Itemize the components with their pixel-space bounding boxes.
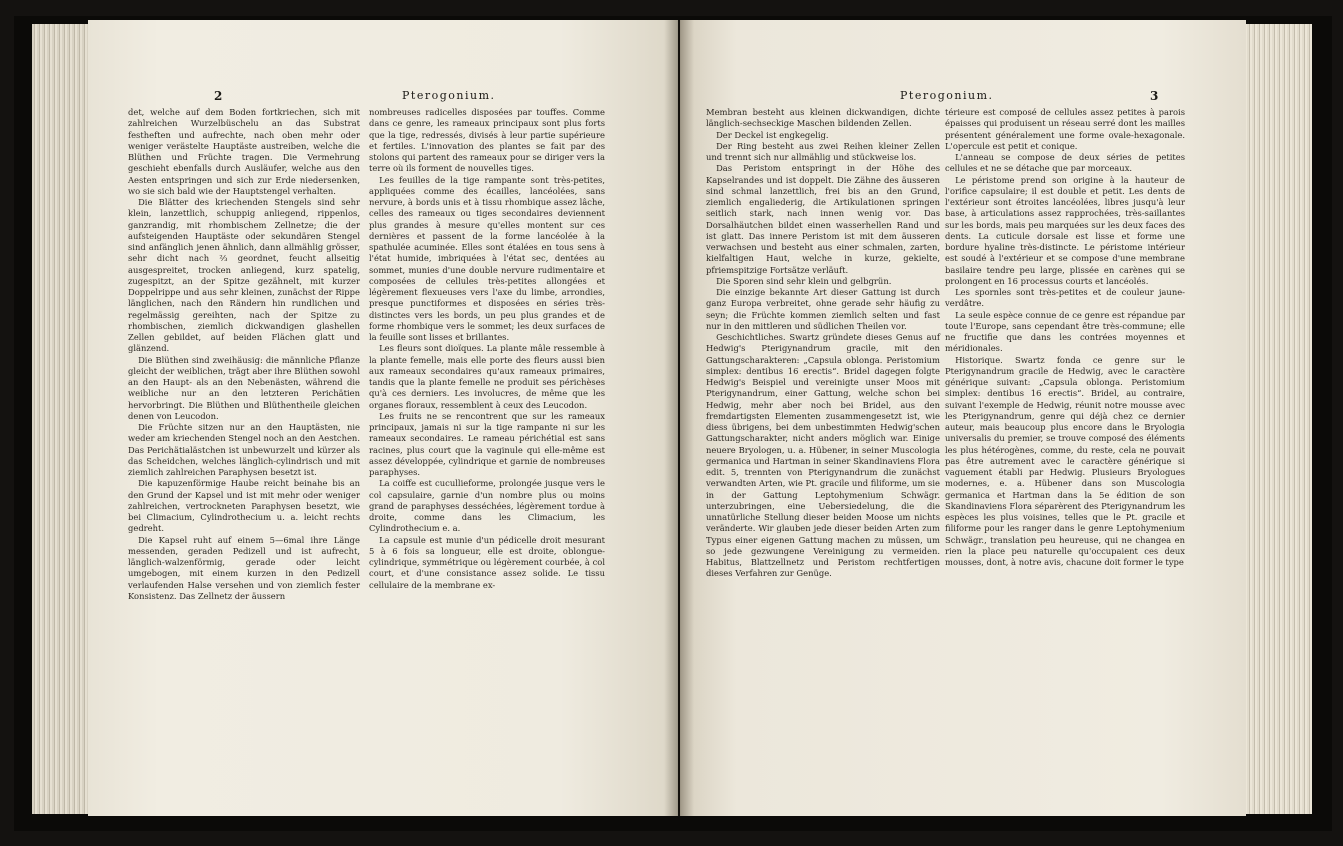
paragraph: térieure est composé de cellules assez petites à parois épaisses qui produisent un réseau serré dont les mailles présentent généralement une forme ovale-hexagonale. L'opercule est petit et conique. <box>945 107 1185 151</box>
paragraph: Die Kapsel ruht auf einem 5—6mal ihre Länge messenden, geraden Pedizell und ist aufrecht, länglich-walzenförmig, gerade oder leicht umgebogen, mit einem kurzen in den Pedizell verlaufenden Halse versehen und von ziemlich fester Konsistenz. Das Zellnetz der äussern <box>128 534 360 601</box>
paragraph: Die Früchte sitzen nur an den Hauptästen, nie weder am kriechenden Stengel noch an den Aestchen. Das Perichätialästchen ist unbewurzelt und kürzer als das Scheidchen, welches länglich-cylindrisch und mit ziemlich zahlreichen Paraphysen besetzt ist. <box>128 422 360 477</box>
paragraph: Die Blüthen sind zweihäusig: die männliche Pflanze gleicht der weiblichen, trägt aber ihre Blüthen sowohl an den Haupt- als an den Nebenästen, während die weibliche nur an den letzteren Perichätien hervorbringt. Die Blüthen und Blüthentheile gleichen denen von Leucodon. <box>128 354 360 421</box>
paragraph: Membran besteht aus kleinen dickwandigen, dichte länglich-sechseckige Maschen bildenden Zellen. <box>706 107 940 129</box>
paragraph: Der Ring besteht aus zwei Reihen kleiner Zellen und trennt sich nur allmählig und stückweise los. <box>706 140 940 162</box>
paragraph: L'anneau se compose de deux séries de petites cellules et ne se détache que par morceaux. <box>945 152 1185 174</box>
paragraph: Die einzige bekannte Art dieser Gattung ist durch ganz Europa verbreitet, ohne gerade sehr häufig zu seyn; die Früchte kommen ziemlich selten und fast nur in den mittleren und südlichen Theilen vor. <box>706 287 940 331</box>
page-number-left: 2 <box>214 89 223 103</box>
page-number-right: 3 <box>1150 89 1159 103</box>
left-french-column <box>369 107 605 591</box>
paragraph: La seule espèce connue de ce genre est répandue par toute l'Europe, sans cependant être très-commune; elle ne fructifie que dans les contrées moyennes et méridionales. <box>945 309 1185 354</box>
paragraph: Die Sporen sind sehr klein und gelbgrün. <box>716 275 892 286</box>
paragraph: Les feuilles de la tige rampante sont très-petites, appliquées comme des écailles, lancéolées, sans nervure, à bords unis et à tissu rhombique assez lâche, celles des rameaux ou tiges secondaires deviennent plus grandes à mesure qu'elles montent sur ces dernières et passent de la forme lancéolée à la spathulée acuminée. Elles sont étalées en tous sens à l'état humide, imbriquées à l'état sec, dentées au sommet, munies d'une double nervure rudimentaire et composées de cellules très-petites allongées et légèrement flexueuses vers l'axe du limbe, arrondies, presque punctiformes et disposées en séries très-distinctes vers les bords, un peu plus grandes et de forme rhombique vers le sommet; les deux surfaces de la feuille sont lisses et brillantes. <box>369 174 605 342</box>
paragraph: det, welche auf dem Boden fortkriechen, sich mit zahlreichen Wurzelbüschelu an das Substrat festheften und aufrechte, nach oben mehr oder weniger verästelte Hauptäste austreiben, welche die Blüthen und Früchte tragen. Die Vermehrung geschieht ebenfalls durch Ausläufer, welche aus den Aesten entspringen und sich zur Erde niedersenken, wo sie sich bald wie der Hauptstengel verhalten. <box>128 107 360 196</box>
running-head-left: Pterogonium. <box>402 89 496 102</box>
paragraph: La capsule est munie d'un pédicelle droit mesurant 5 à 6 fois sa longueur, elle est droite, oblongue-cylindrique, symmétrique ou légèrement courbée, à col court, et d'une consistance assez solide. Le tissu cellulaire de la membrane ex- <box>369 534 605 590</box>
paragraph: Der Deckel ist engkegelig. <box>716 129 829 140</box>
paragraph: Le péristome prend son origine à la hauteur de l'orifice capsulaire; il est double et petit. Les dents de l'extérieur sont étroites lancéolées, libres jusqu'à leur base, à articulations assez rapprochées, très-saillantes sur les bords, mais peu marquées sur les deux faces des dents. La cuticule dorsale est lisse et forme une bordure hyaline très-distincte. Le péristome intérieur est soudé à l'extérieur et se compose d'une membrane basilaire tendre peu large, plissée en carènes qui se prolongent en 16 processus courts et lancéolés. <box>945 174 1185 286</box>
right-german-column <box>706 107 940 580</box>
paragraph: Geschichtliches. Swartz gründete dieses Genus auf Hedwig's Pterigynandrum gracile, mit den Gattungscharakteren: „Capsula oblonga. Peristomium simplex: dentibus 16 erectis“. Bridel dagegen folgte Hedwig's Beispiel und vereinigte unser Moos mit Pterigynandrum, einer Gattung, welche schon bei Hedwig, mehr aber noch bei Bridel, aus den fremdartigsten Elementen zusammengesetzt ist, wie diess übrigens, bei dem unbestimmten Hedwig'schen Gattungscharakter, nicht anders möglich war. Einige neuere Bryologen, u. a. Hübener, in seiner Muscologia germanica und Hartman in seiner Skandinaviens Flora edit. 5, trennten von Pterigynandrum die zunächst verwandten Arten, wie Pt. gracile und filiforme, um sie in der Gattung Leptohymenium Schwägr. unterzubringen, eine Uebersiedelung, die die unnatürliche Stellung dieser beiden Moose um nichts veränderte. Wir glauben jede dieser beiden Arten zum Typus einer eigenen Gattung machen zu müssen, um so jede gezwungene Vereinigung zu vermeiden. Habitus, Blattzellnetz und Peristom rechtfertigen dieses Verfahren zur Genüge. <box>706 332 940 579</box>
paragraph: Les fleurs sont dioïques. La plante mâle ressemble à la plante femelle, mais elle porte des fleurs aussi bien aux rameaux secondaires qu'aux rameaux primaires, tandis que la plante femelle ne produit ses périchèses qu'à ces derniers. Les involucres, de même que les organes floraux, ressemblent à ceux des Leucodon. <box>369 343 605 410</box>
paragraph: La coiffe est cucullieforme, prolongée jusque vers le col capsulaire, garnie d'un nombre plus ou moins grand de paraphyses desséchées, légèrement tordue à droite, comme dans les Climacium, les Cylindrothecium e. a. <box>369 478 605 534</box>
right-french-column <box>945 107 1185 568</box>
paragraph: Das Peristom entspringt in der Höhe des Kapselrandes und ist doppelt. Die Zähne des äusseren sind schmal lanzettlich, frei bis an den Grund, ziemlich engaliederig, die Artikulationen springen seitlich stark, nach innen wenig vor. Das Dorsalhäutchen bildet einen wasserhellen Rand und ist glatt. Das innere Peristom ist mit dem äusseren verwachsen und besteht aus einer schmalen, zarten, kielfaltigen Haut, welche in kurze, gekielte, pfriemspitzige Fortsätze verläuft. <box>706 163 940 275</box>
paragraph: Die Blätter des kriechenden Stengels sind sehr klein, lanzettlich, schuppig anliegend, rippenlos, ganzrandig, mit rhombischem Zellnetze; die der aufsteigenden Hauptäste oder sekundären Stengel sind anfänglich jenen ähnlich, dann allmählig grösser, sehr dicht nach ⅔ geordnet, feucht allseitig ausgespreitet, trocken anliegend, kurz spatelig, zugespitzt, an der Spitze gezähnelt, mit kurzer Doppelrippe und aus sehr kleinen, zunächst der Rippe länglichen, nach den Rändern hin rundlichen und regelmässig gereihten, nach der Spitze zu rhombischen, ziemlich dickwandigen glashellen Zellen gebildet, auf beiden Flächen glatt und glänzend. <box>128 197 360 354</box>
page-edges-right <box>1242 24 1312 814</box>
left-german-column <box>128 107 360 602</box>
paragraph: nombreuses radicelles disposées par touffes. Comme dans ce genre, les rameaux principaux sont plus forts que la tige, redressés, divisés à leur partie supérieure et fertiles. L'innovation des plantes se fait par des stolons qui partent des rameaux pour se diriger vers la terre où ils forment de nouvelles tiges. <box>369 107 605 174</box>
paragraph: Les fruits ne se rencontrent que sur les rameaux principaux, jamais ni sur la tige rampante ni sur les rameaux secondaires. Le rameau périchétial est sans racines, plus court que la vaginule qui elle-même est assez développée, cylindrique et garnie de nombreuses paraphyses. <box>369 410 605 477</box>
paragraph: Les spornles sont très-petites et de couleur jaune-verdâtre. <box>945 287 1185 309</box>
page-edges-left <box>32 24 94 814</box>
book-gutter <box>664 20 694 816</box>
paragraph: Die kapuzenförmige Haube reicht beinahe bis an den Grund der Kapsel und ist mit mehr oder weniger zahlreichen, vertrockneten Paraphysen besetzt, wie bei Climacium, Cylindrothecium u. a. leicht rechts gedreht. <box>128 478 360 534</box>
paragraph: Historique. Swartz fonda ce genre sur le Pterigynandrum gracile de Hedwig, avec le caractère générique suivant: „Capsula oblonga. Peristomium simplex: dentibus 16 erectis“. Bridel, au contraire, suivant l'exemple de Hedwig, réunit notre mousse avec les Pterigynandrum, genre qui déjà chez ce dernier auteur, mais beaucoup plus encore dans le Bryologia universalis du premier, se trouve composé des éléments les plus hétérogènes, comme, du reste, cela ne pouvait pas être autrement avec le caractère générique si vaguement établi par Hedwig. Plusieurs Bryologues modernes, e. a. Hübener dans son Muscologia germanica et Hartman dans la 5e édition de son Skandinaviens Flora séparèrent des Pterigynandrum les espèces les plus voisines, telles que le Pt. gracile et filiforme pour les ranger dans le genre Leptohymenium Schwägr., translation peu heureuse, qui ne changea en rien la place peu naturelle qu'occupaient ces deux mousses, dont, à notre avis, chacune doit former le type <box>945 354 1185 567</box>
running-head-right: Pterogonium. <box>900 89 994 102</box>
